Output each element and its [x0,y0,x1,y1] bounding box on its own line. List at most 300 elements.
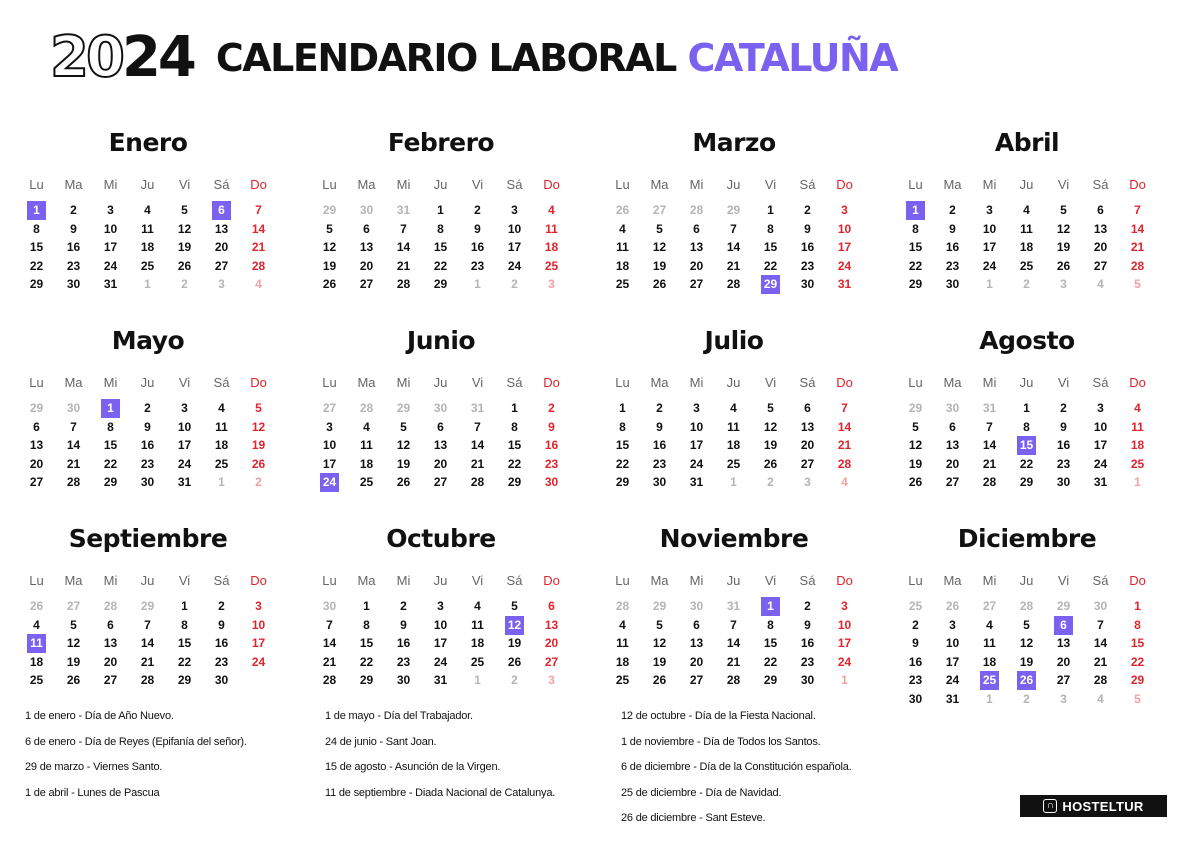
weekday-header: Do [1129,177,1146,192]
day-cell: 17 [837,636,852,650]
day-cell: 31 [470,401,485,415]
day-cell: 10 [945,636,960,650]
day-cell: 2 [1060,401,1067,415]
day-cell: 6 [804,401,811,415]
day-cell: 29 [1019,475,1034,489]
day-cell: 26 [322,277,337,291]
day-cell: 30 [652,475,667,489]
holiday-day: 29 [752,275,789,294]
weekday-header: Lu [908,573,923,588]
day-cell: 3 [949,617,956,632]
day-cell: 3 [107,203,114,217]
day-cell: 19 [396,456,411,471]
day-cell: 29 [322,203,337,217]
day-cell: 16 [908,654,923,669]
day-cell: 17 [177,438,192,452]
day-cell: 20 [945,456,960,471]
weekday-header: Vi [764,177,777,192]
day-cell: 8 [1134,617,1141,632]
holiday-note: 1 de abril - Lunes de Pascua [25,786,160,799]
day-grid [897,373,1156,492]
day-cell: 25 [214,456,229,471]
weekday-header: Lu [615,573,630,588]
month-4 [18,323,311,521]
day-cell: 7 [841,401,848,415]
day-cell: 14 [982,438,997,452]
year-outline: 20 [50,25,122,90]
day-cell: 18 [1019,240,1034,254]
weekday-header: Mi [396,573,411,588]
day-cell: 7 [1134,203,1141,217]
day-cell: 27 [689,277,704,291]
day-cell: 3 [1060,277,1067,291]
day-cell: 25 [359,475,374,489]
day-cell: 31 [837,277,852,291]
weekday-header: Mi [982,375,997,390]
day-cell: 22 [359,654,374,669]
day-cell: 1 [437,203,444,217]
month-name: Febrero [387,128,495,157]
day-cell: 5 [326,221,333,236]
month-name: Julio [704,326,764,355]
holiday-note: 6 de enero - Día de Reyes (Epifanía del señor). [25,735,247,748]
day-cell: 29 [29,401,44,415]
holiday-day: 1 [752,597,789,616]
month-name: Agosto [979,326,1075,355]
day-cell: 3 [1060,691,1067,706]
day-cell: 22 [908,258,923,273]
day-cell: 28 [982,475,997,489]
day-cell: 14 [322,636,337,650]
day-cell: 12 [251,419,266,434]
day-cell: 15 [433,240,448,254]
day-cell: 4 [474,599,481,613]
holiday-day: 6 [1045,616,1082,635]
day-cell: 29 [140,599,155,613]
day-cell: 11 [616,240,629,254]
day-cell: 16 [800,636,815,650]
weekday-header: Lu [322,177,337,192]
holiday-day: 1 [18,201,55,220]
day-cell: 15 [507,438,522,452]
day-cell: 10 [103,221,118,236]
day-grid [18,175,277,294]
day-cell: 18 [982,654,997,669]
day-cell: 2 [474,203,481,217]
month-name: Diciembre [957,524,1097,553]
weekday-header: Do [836,177,853,192]
day-cell: 21 [140,654,155,669]
day-cell: 30 [66,277,81,291]
day-cell: 30 [800,673,815,687]
day-cell: 7 [986,419,993,434]
day-cell: 5 [656,617,663,632]
weekday-header: Mi [103,177,118,192]
weekday-header: Ma [650,573,669,588]
day-cell: 31 [982,401,997,415]
day-cell: 23 [140,456,155,471]
day-cell: 15 [1130,636,1145,650]
month-name: Junio [406,326,476,355]
day-cell: 11 [983,636,996,650]
year-solid: 24 [121,25,194,90]
day-cell: 16 [945,240,960,254]
day-grid [604,571,863,690]
day-cell: 28 [470,475,485,489]
day-cell: 12 [908,438,923,452]
weekday-header: Vi [1057,177,1070,192]
day-cell: 4 [548,203,555,217]
day-cell: 17 [251,636,266,650]
day-cell: 11 [141,221,154,236]
day-cell: 29 [763,673,778,687]
day-cell: 30 [544,475,559,489]
day-cell: 6 [1097,203,1104,217]
day-cell: 25 [1130,456,1145,471]
weekday-header: Vi [1057,573,1070,588]
day-cell: 4 [619,221,626,236]
month-0 [18,125,311,323]
day-cell: 21 [66,456,81,471]
day-grid [897,175,1156,294]
day-cell: 15 [615,438,630,452]
weekday-header: Do [250,375,267,390]
month-6 [604,323,897,521]
day-cell: 28 [1093,673,1108,687]
month-name: Noviembre [659,524,809,553]
weekday-header: Sá [213,375,230,390]
day-cell: 9 [218,617,225,632]
weekday-header: Mi [689,375,704,390]
day-cell: 5 [255,401,262,415]
day-cell: 25 [908,599,923,613]
day-cell: 9 [548,419,555,434]
day-cell: 3 [841,599,848,613]
weekday-header: Mi [982,573,997,588]
day-cell: 4 [255,277,262,291]
day-cell: 14 [1130,221,1145,236]
day-cell: 28 [1019,599,1034,613]
day-cell: 17 [945,654,960,669]
day-cell: 3 [255,599,262,613]
day-cell: 17 [1093,438,1108,452]
day-cell: 4 [1097,277,1104,291]
weekday-header: Do [250,177,267,192]
day-cell: 22 [763,258,778,273]
hosteltur-logo [1020,795,1167,817]
day-cell: 20 [103,654,118,669]
weekday-header: Ma [357,573,376,588]
day-cell: 24 [837,654,852,669]
day-grid [604,175,863,294]
weekday-header: Vi [764,573,777,588]
day-cell: 2 [218,599,225,613]
weekday-header: Ju [726,375,741,390]
day-cell: 5 [181,203,188,217]
day-cell: 13 [103,636,118,650]
day-cell: 19 [652,258,667,273]
holiday-note: 24 de junio - Sant Joan. [325,735,437,748]
day-cell: 2 [804,599,811,613]
day-cell: 24 [251,654,266,669]
day-cell: 7 [474,419,481,434]
day-cell: 5 [511,599,518,613]
day-cell: 1 [1023,401,1030,415]
day-cell: 1 [730,475,737,489]
day-cell: 27 [103,673,118,687]
day-cell: 27 [544,654,559,669]
weekday-header: Ju [726,573,741,588]
day-cell: 18 [615,654,630,669]
day-cell: 28 [140,673,155,687]
day-cell: 30 [908,691,923,706]
day-cell: 14 [837,419,852,434]
day-cell: 29 [433,277,448,291]
day-cell: 7 [144,617,151,632]
day-cell: 4 [841,475,848,489]
day-cell: 25 [29,673,44,687]
day-cell: 4 [33,617,40,632]
day-cell: 9 [474,221,481,236]
day-cell: 7 [400,221,407,236]
weekday-header: Vi [471,177,484,192]
weekday-header: Ju [1019,375,1034,390]
day-cell: 23 [652,456,667,471]
day-cell: 20 [29,456,44,471]
day-cell: 11 [1131,419,1144,434]
day-cell: 22 [507,456,522,471]
day-cell: 3 [511,203,518,217]
day-cell: 22 [103,456,118,471]
holiday-note: 25 de diciembre - Día de Navidad. [621,786,782,799]
month-name: Marzo [692,128,776,157]
holiday-day: 11 [18,634,55,653]
weekday-header: Vi [178,375,191,390]
day-cell: 2 [548,401,555,415]
day-cell: 7 [730,617,737,632]
day-cell: 6 [437,419,444,434]
day-cell: 27 [1093,258,1108,273]
day-cell: 31 [726,599,741,613]
day-cell: 22 [29,258,44,273]
day-cell: 28 [726,673,741,687]
month-name: Enero [108,128,188,157]
day-cell: 1 [363,599,370,613]
day-cell: 29 [359,673,374,687]
day-cell: 31 [945,691,960,706]
day-cell: 5 [1134,277,1141,291]
holiday-day: 12 [496,616,533,635]
day-cell: 21 [251,240,266,254]
day-cell: 18 [726,438,741,452]
day-cell: 27 [433,475,448,489]
day-cell: 16 [800,240,815,254]
day-cell: 29 [507,475,522,489]
day-cell: 19 [322,258,337,273]
day-cell: 14 [470,438,485,452]
day-cell: 26 [507,654,522,669]
day-cell: 22 [177,654,192,669]
month-8 [18,521,311,719]
day-cell: 9 [70,221,77,236]
weekday-header: Mi [103,573,118,588]
day-cell: 2 [949,203,956,217]
day-cell: 22 [763,654,778,669]
weekday-header: Lu [908,375,923,390]
day-cell: 30 [396,673,411,687]
day-cell: 10 [251,617,266,632]
day-grid [311,571,570,690]
weekday-header: Sá [799,177,816,192]
weekday-header: Ju [140,177,155,192]
weekday-header: Lu [615,177,630,192]
day-cell: 12 [66,636,81,650]
day-cell: 20 [800,438,815,452]
day-cell: 25 [470,654,485,669]
day-cell: 16 [396,636,411,650]
day-cell: 1 [1134,599,1141,613]
day-cell: 19 [251,438,266,452]
day-cell: 13 [359,240,374,254]
day-cell: 19 [652,654,667,669]
weekday-header: Lu [322,573,337,588]
weekday-header: Do [1129,573,1146,588]
day-cell: 16 [544,438,559,452]
day-cell: 10 [837,617,852,632]
day-cell: 8 [107,419,114,434]
day-cell: 13 [1093,221,1108,236]
weekday-header: Mi [396,375,411,390]
day-cell: 8 [912,221,919,236]
day-cell: 26 [251,456,266,471]
day-cell: 24 [1093,456,1108,471]
day-cell: 15 [763,240,778,254]
day-cell: 21 [726,258,741,273]
day-cell: 14 [726,636,741,650]
month-name: Septiembre [68,524,228,553]
day-cell: 17 [433,636,448,650]
weekday-header: Sá [799,573,816,588]
holiday-day: 26 [1008,671,1045,690]
weekday-header: Sá [1092,375,1109,390]
day-cell: 10 [689,419,704,434]
day-grid [897,571,1156,708]
holiday-note: 15 de agosto - Asunción de la Virgen. [325,761,501,773]
day-cell: 23 [1056,456,1071,471]
day-cell: 29 [652,599,667,613]
day-cell: 8 [33,221,40,236]
day-cell: 4 [1023,203,1030,217]
hosteltur-logo-icon: ∩ [1043,799,1057,813]
weekday-header: Vi [471,375,484,390]
day-cell: 2 [255,475,262,489]
day-cell: 26 [652,673,667,687]
day-cell: 9 [1060,419,1067,434]
day-cell: 26 [29,599,44,613]
day-cell: 28 [359,401,374,415]
day-cell: 30 [214,673,229,687]
day-cell: 17 [982,240,997,254]
day-cell: 9 [912,636,919,650]
day-cell: 4 [619,617,626,632]
day-cell: 28 [615,599,630,613]
weekday-header: Lu [908,177,923,192]
weekday-header: Sá [213,573,230,588]
day-cell: 28 [726,277,741,291]
day-cell: 7 [730,221,737,236]
day-cell: 17 [507,240,522,254]
day-cell: 23 [214,654,229,669]
day-cell: 19 [1019,654,1034,669]
month-3 [897,125,1190,323]
page-header [50,25,898,90]
day-cell: 16 [1056,438,1071,452]
day-cell: 5 [1023,617,1030,632]
day-cell: 25 [615,277,630,291]
day-cell: 3 [986,203,993,217]
holiday-day: 15 [1008,436,1045,455]
month-name: Mayo [111,326,185,355]
day-cell: 3 [1097,401,1104,415]
day-cell: 27 [945,475,960,489]
day-cell: 18 [615,258,630,273]
weekday-header: Sá [506,375,523,390]
weekday-header: Vi [178,573,191,588]
day-cell: 30 [945,401,960,415]
day-cell: 15 [359,636,374,650]
day-cell: 12 [322,240,337,254]
weekday-header: Mi [103,375,118,390]
holiday-notes-col-2 [325,708,555,810]
day-cell: 3 [218,277,225,291]
day-cell: 25 [615,673,630,687]
year [50,25,194,90]
weekday-header: Mi [689,177,704,192]
day-cell: 2 [511,277,518,291]
day-cell: 1 [218,475,225,489]
day-cell: 13 [433,438,448,452]
day-cell: 26 [908,475,923,489]
day-grid [311,175,570,294]
day-cell: 4 [144,203,151,217]
day-cell: 26 [66,673,81,687]
day-cell: 4 [730,401,737,415]
day-cell: 18 [140,240,155,254]
holiday-note: 1 de noviembre - Día de Todos los Santos. [621,735,821,748]
holiday-note: 11 de septiembre - Diada Nacional de Catalunya. [325,786,556,799]
month-7 [897,323,1190,521]
day-cell: 30 [66,401,81,415]
day-cell: 26 [396,475,411,489]
day-cell: 3 [548,673,555,687]
month-10 [604,521,897,719]
day-cell: 25 [544,258,559,273]
day-cell: 7 [70,419,77,434]
day-cell: 19 [908,456,923,471]
day-cell: 22 [433,258,448,273]
day-cell: 10 [177,419,192,434]
month-5 [311,323,604,521]
day-cell: 30 [140,475,155,489]
day-cell: 2 [1023,277,1030,291]
day-cell: 1 [474,673,481,687]
weekday-header: Sá [506,177,523,192]
day-cell: 5 [656,221,663,236]
day-cell: 25 [726,456,741,471]
weekday-header: Mi [982,177,997,192]
day-cell: 6 [33,419,40,434]
day-cell: 23 [544,456,559,471]
